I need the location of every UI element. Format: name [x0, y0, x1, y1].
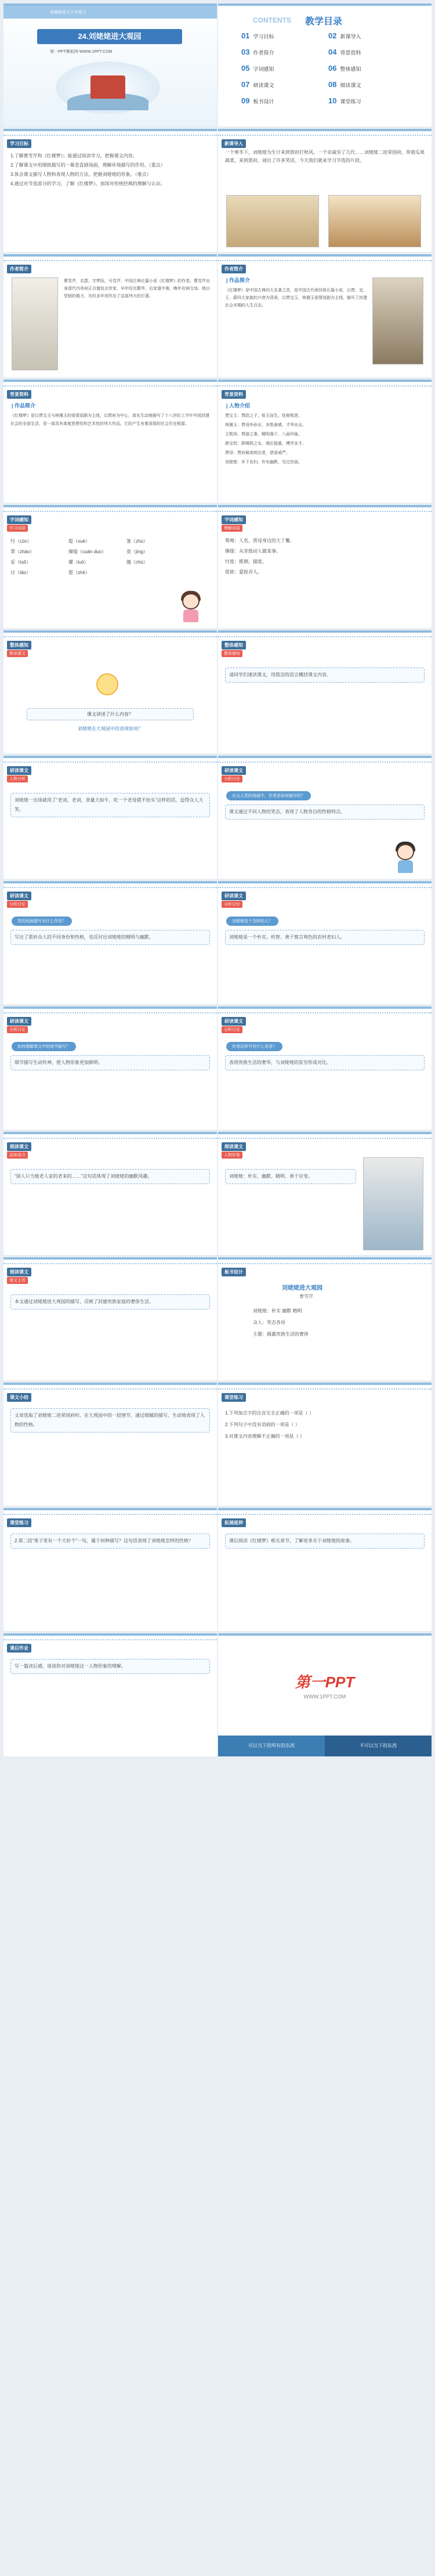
practice2-slide: [3, 1508, 217, 1631]
study-slide: [3, 756, 217, 879]
word-item: 促狭：爱捉弄人。: [225, 569, 262, 575]
close-tag: 细读课文: [7, 1142, 31, 1151]
study5-question: 如何理解课文中的细节描写？: [12, 1042, 76, 1051]
word-pinyin: 箸（zhù）: [126, 539, 148, 544]
study2-slide: [218, 756, 432, 879]
practice-item: 2.下列句子中没有语病的一项是（ ）: [225, 1422, 300, 1427]
toc-number: 10: [328, 96, 337, 105]
board-line: 众人：笑态各异: [253, 1320, 285, 1325]
author2-tag: 作者简介: [222, 265, 246, 273]
toc-slide: [218, 3, 432, 127]
intro-text: 一个寒冬下，刘姥姥为生计来到贾府打秋风，一个亲戚穷了几代……刘姥姥二进荣国府，带着瓜果蔬菜，来到贾府，闹出了许多笑话。今天我们就来学习节选的片段。: [225, 150, 425, 163]
overview-tag: 整体感知: [7, 641, 31, 650]
practice-item: 3.对课文内容理解不正确的一项是（ ）: [225, 1434, 304, 1439]
study3-question: 笑的场面描写有什么作用？: [12, 917, 72, 926]
goal-item: 1.了解曹雪芹和《红楼梦》；能通过阅读学习，把握课文内容。: [10, 153, 137, 158]
practice-list: [225, 1408, 425, 1443]
close-sub: 品味语言: [7, 1152, 28, 1159]
study6-slide: [218, 1006, 432, 1130]
toc-item[interactable]: [328, 48, 361, 56]
close2-sub: 人物形象: [222, 1152, 242, 1159]
word-item: 撺掇：从旁鼓动人做某事。: [225, 549, 281, 554]
toc-label: 新课导入: [340, 34, 361, 39]
author2-heading: | 作品简介: [226, 277, 251, 283]
toc-number: 04: [328, 48, 337, 56]
toc-number: 08: [328, 80, 337, 89]
board-slide: [218, 1257, 432, 1380]
words2-slide: [218, 505, 432, 628]
toc-label: 整体感知: [340, 66, 361, 72]
toc-label: 细读课文: [340, 82, 361, 88]
ext-slide: [218, 1508, 432, 1631]
author-slide: [3, 254, 217, 377]
person-item: 贾宝玉：贾政之子，衔玉而生，性格叛逆。: [225, 414, 302, 418]
intro-painting-2: [328, 195, 421, 247]
close3-slide: [3, 1257, 217, 1380]
toc-item[interactable]: [241, 31, 274, 40]
close-slide: [3, 1132, 217, 1255]
intro-slide: [218, 129, 432, 252]
study3-slide: [3, 881, 217, 1004]
board-line: 刘姥姥：朴实 幽默 精明: [253, 1308, 302, 1314]
close2-tag: 细读课文: [222, 1142, 246, 1151]
toc-item[interactable]: [241, 64, 274, 73]
toc-item[interactable]: [328, 64, 361, 73]
study-tag: 研读课文: [7, 766, 31, 775]
summary-text: 文章选取了刘姥姥二进荣国府时，在大观园中的一段情节，通过细腻的描写，生动地表现了人物的性格。: [10, 1408, 210, 1433]
study5-tag: 研读课文: [7, 1017, 31, 1026]
study-text: 刘姥姥一出场就用了“老刘，老刘，食量大如牛，吃一个老母猪不抬头”这样的话，逗得众人大笑。: [10, 793, 210, 817]
word-pinyin: 妥（tuǒ）: [10, 560, 31, 565]
toc-label: 研读课文: [253, 82, 274, 88]
toc-label: 学习目标: [253, 34, 274, 39]
bg2-list: [225, 412, 425, 468]
study3-text: 写出了贾府众人的不同身份和性格，也反衬出刘姥姥的精明与幽默。: [10, 930, 210, 945]
word-pinyin: 蜇（zhē）: [68, 570, 90, 575]
background-slide: [3, 380, 217, 503]
word-item: 忖度：推测，揣度。: [225, 559, 267, 564]
study4-sub: 分析讨论: [222, 901, 242, 908]
study-sub: 人物分析: [7, 775, 28, 782]
overview-sub: 熟读课文: [7, 650, 28, 657]
study6-text: 表现贵族生活的奢华，与刘姥姥的贫穷形成对比。: [225, 1055, 425, 1070]
ext2-text: 写一篇读后感，谈谈你对刘姥姥这一人物形象的理解。: [10, 1659, 210, 1674]
close3-text: 本文通过刘姥姥进大观园的描写，反映了封建贵族家庭的奢侈生活。: [10, 1294, 210, 1309]
boy-mascot: [392, 839, 419, 874]
cover-slide: [3, 3, 217, 127]
study5-text: 细节描写生动传神，使人物形象更加鲜明。: [10, 1055, 210, 1070]
close3-sub: 课文主旨: [7, 1277, 28, 1284]
toc-item[interactable]: [328, 80, 361, 89]
toc-number: 06: [328, 64, 337, 73]
close3-tag: 细读课文: [7, 1268, 31, 1276]
toc-item[interactable]: [241, 48, 274, 56]
close-text: “别人只当他老人家的老来的……”这句话体现了刘姥姥的幽默风趣。: [10, 1169, 210, 1184]
practice-item: 1.下列加点字的注音完全正确的一项是（ ）: [225, 1410, 314, 1416]
overview-slide: [3, 630, 217, 753]
board-title: 刘姥姥进大观园: [282, 1285, 322, 1291]
word-pinyin: 撺掇（cuān duo）: [68, 549, 106, 554]
overview-question: 刘姥姥在大观园中的表现如何？: [78, 726, 143, 731]
word-pinyin: 讨（tǎo）: [10, 570, 31, 575]
word-pinyin: 竟（jìng）: [126, 549, 148, 554]
board-line: 主题：揭露贵族生活的奢侈: [253, 1332, 309, 1337]
practice2-tag: 课堂练习: [7, 1518, 31, 1527]
bg2-slide: [218, 380, 432, 503]
word-pinyin: 忖（cǔn）: [10, 539, 32, 544]
study4-tag: 研读课文: [222, 892, 246, 900]
bg2-tag: 背景资料: [222, 390, 246, 399]
footer-left-note: 可以当下的所有的东西: [218, 1736, 325, 1756]
lesson-title: 24.刘姥姥进大观园: [37, 29, 182, 44]
character-painting: [363, 1157, 423, 1250]
intro-painting: [226, 195, 319, 247]
cover-source: 第一PPT模板网-WWW.1PPT.COM: [50, 50, 113, 54]
toc-number: 05: [241, 64, 250, 73]
words2-list: [225, 536, 425, 578]
toc-item[interactable]: [328, 96, 361, 105]
practice2-question: 2.第二段“果子里有一个大好个”一句，属于何种描写？这句话表现了刘姥姥怎样的性格？: [10, 1534, 210, 1549]
book-cover: [372, 277, 423, 365]
ext-tag: 拓展延伸: [222, 1518, 246, 1527]
author2-text: 《红楼梦》是中国古典四大名著之首，是中国古代章回体长篇小说，以贾、史、王、薛四大家族的兴衰为背景，以贾宝玉、林黛玉爱情悲剧为主线，描写了封建社会末期的人生百态。: [225, 288, 367, 308]
board-author: 曹雪芹: [299, 1294, 313, 1299]
toc-number: 01: [241, 31, 250, 40]
bg2-heading: | 人物介绍: [226, 403, 251, 409]
word-pinyin: 罩（zhào）: [10, 549, 35, 554]
person-item: 贾母：贾府最高统治者，慈爱威严。: [225, 451, 290, 455]
toc-contents: CONTENTS: [253, 16, 291, 24]
words2-sub: 理解词语: [222, 525, 242, 532]
toc-number: 03: [241, 48, 250, 56]
board-lines: [253, 1306, 425, 1341]
cover-header: 部编版语文九年级上: [50, 10, 86, 15]
toc-label: 板书设计: [253, 99, 274, 104]
goals-list: [10, 152, 210, 189]
word-pinyin: 搐（chù）: [126, 560, 148, 565]
person-item: 薛宝钗：薛姨妈之女，端庄稳重，博学多才。: [225, 442, 306, 446]
goals-tag: 学习目标: [7, 139, 31, 148]
goal-item: 3.体会课文描写人物和表现人物的方法，把握刘姥姥的形象。（难点）: [10, 172, 151, 177]
footer-logo: 第一PPT: [295, 1673, 355, 1691]
word-pinyin: 踅（xué）: [68, 539, 90, 544]
study6-tag: 研读课文: [222, 1017, 246, 1026]
author2-slide: [218, 254, 432, 377]
background-heading: | 作品简介: [12, 403, 36, 409]
words-slide: [3, 505, 217, 628]
study4-question: 刘姥姥是个怎样的人？: [226, 917, 278, 926]
person-item: 林黛玉：贾母外孙女，多愁善感，才华出众。: [225, 423, 306, 427]
toc-heading: 教学目录: [305, 17, 343, 27]
toc-label: 背景资料: [340, 50, 361, 56]
toc-number: 07: [241, 80, 250, 89]
words-tag: 字词感知: [7, 515, 31, 524]
overview2-sub: 整体感知: [222, 650, 242, 657]
toc-item[interactable]: [241, 80, 274, 89]
footer-slide: [218, 1633, 432, 1756]
toc-number: 09: [241, 96, 250, 105]
author-portrait: [12, 277, 58, 370]
practice-tag: 课堂练习: [222, 1393, 246, 1402]
girl-mascot: [177, 589, 204, 623]
toc-list: [241, 31, 415, 118]
background-text: 《红楼梦》是以贾宝玉与林黛玉的爱情悲剧为主线，以贾府为中心，真实生动地描写了十八世纪上半叶中国封建社会的全部生活，是一部具有高度思想性和艺术性的伟大作品。它的产生有着深厚的社会历史根源。: [10, 414, 209, 426]
overview-caption: 课文讲述了什么内容？: [27, 708, 194, 720]
person-item: 王熙凤：贾琏之妻，精明强干，八面玲珑。: [225, 432, 302, 436]
footer-right-note: 不可以当下的东西: [325, 1736, 432, 1756]
intro-tag: 新课导入: [222, 139, 246, 148]
read-badge-icon: [96, 673, 118, 695]
words2-tag: 字词感知: [222, 515, 246, 524]
toc-number: 02: [328, 31, 337, 40]
author-tag: 作者简介: [7, 265, 31, 273]
toc-item[interactable]: [328, 31, 361, 40]
overview2-slide: [218, 630, 432, 753]
board-tag: 板书设计: [222, 1268, 246, 1276]
study4-text: 刘姥姥是一个朴实、机智、善于察言观色的农村老妇人。: [225, 930, 425, 945]
study6-question: 作者这样写有什么用意？: [226, 1042, 282, 1051]
toc-item[interactable]: [241, 96, 274, 105]
words-sub: 学习词语: [7, 525, 28, 532]
summary-tag: 课文小结: [7, 1393, 31, 1402]
words-list: [10, 536, 210, 578]
study3-tag: 研读课文: [7, 892, 31, 900]
background-tag: 背景资料: [7, 390, 31, 399]
ext2-slide: [3, 1633, 217, 1756]
study6-sub: 分析讨论: [222, 1026, 242, 1033]
study4-slide: [218, 881, 432, 1004]
word-pinyin: 摞（luò）: [68, 560, 89, 565]
overview2-tag: 整体感知: [222, 641, 246, 650]
study3-sub: 分析讨论: [7, 901, 28, 908]
overview2-text: 请同学们速读课文，用简洁的语言概括课文内容。: [225, 668, 425, 683]
study5-slide: [3, 1006, 217, 1130]
pavilion-icon: [90, 75, 125, 99]
goals-slide: [3, 129, 217, 252]
study2-tag: 研读课文: [222, 766, 246, 775]
toc-label: 字词感知: [253, 66, 274, 72]
goal-item: 4.通过对节选部分的学习，了解《红楼梦》，加深对传统经典的理解与认识。: [10, 181, 165, 186]
practice-slide: [218, 1383, 432, 1506]
summary-slide: [3, 1383, 217, 1506]
person-item: 刘姥姥：乡下农妇，朴实幽默，见过世面。: [225, 460, 302, 464]
word-item: 鸳鸯：人名，贾母身边的大丫鬟。: [225, 538, 295, 543]
footer-url: WWW.1PPT.COM: [303, 1694, 346, 1700]
study2-text: 课文通过不同人物的笑态，表现了人物各自的性格特点。: [225, 804, 425, 820]
ext2-tag: 课后作业: [7, 1644, 31, 1653]
author-text: 曹雪芹，名霑，字梦阮，号雪芹，中国古典长篇小说《红楼梦》的作者。曹雪芹出身清代内务府正白旗包衣世家，早年经历繁华，后家道中落，晚年贫病交加。他以坚韧的毅力，历经多年创作出了这部伟大的巨著。: [64, 279, 210, 298]
ext-text: 课后阅读《红楼梦》相关章节，了解更多关于刘姥姥的故事。: [225, 1534, 425, 1549]
close2-text: 刘姥姥：朴实、幽默、精明、善于应变。: [225, 1169, 356, 1184]
toc-label: 作者简介: [253, 50, 274, 56]
study5-sub: 分析讨论: [7, 1026, 28, 1033]
goal-item: 2.了解课文中用细致描写的一幕悲喜剧场面，理解环境描写的作用。（重点）: [10, 163, 165, 168]
close2-slide: [218, 1132, 432, 1255]
study2-question: 在众人笑的场面中，作者是如何描写的？: [226, 791, 311, 800]
study2-sub: 分析讨论: [222, 775, 242, 782]
toc-label: 课堂练习: [340, 99, 361, 104]
